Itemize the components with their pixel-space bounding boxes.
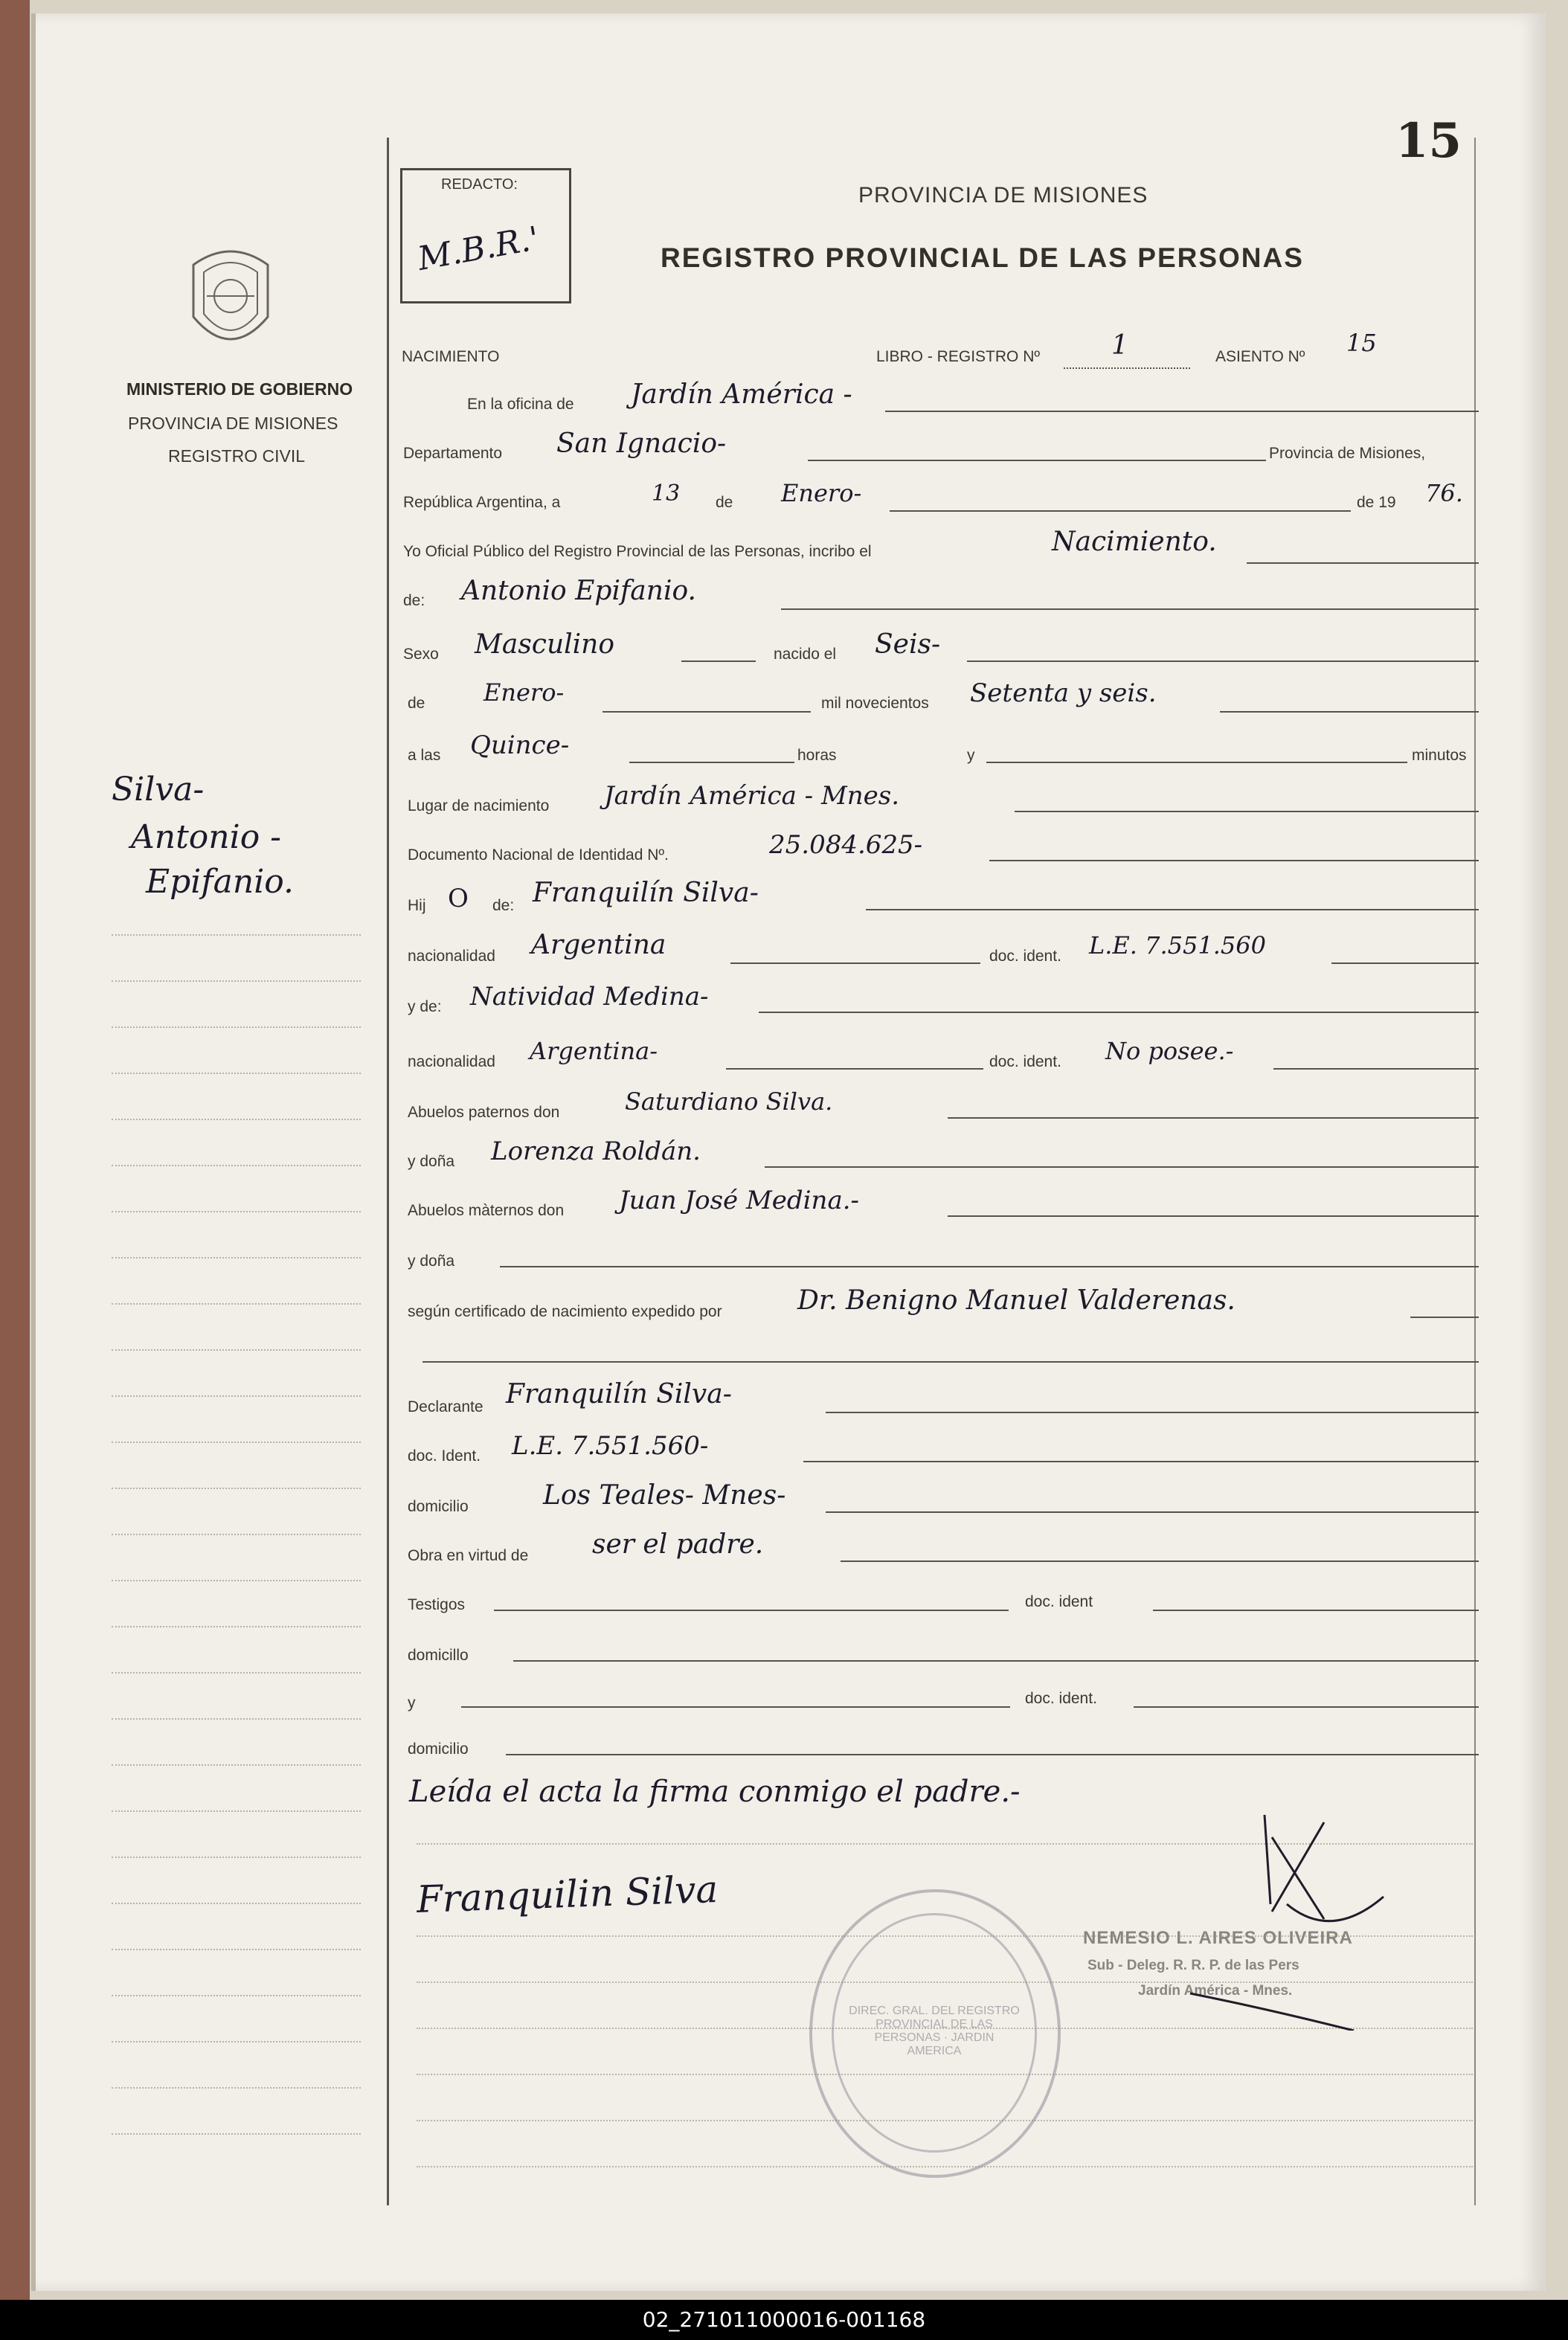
abuela-mat-line [500,1266,1479,1267]
header-title: REGISTRO PROVINCIAL DE LAS PERSONAS [661,242,1304,273]
testigos-line [494,1610,1009,1611]
hora-line [629,762,794,763]
dia-value: 13 [652,480,681,507]
official-stamp-line2: Sub - Deleg. R. R. P. de las Pers [1087,1958,1299,1973]
margin-dotted-line [112,1949,361,1950]
abuelos-mat-label: Abuelos màternos don [408,1202,565,1219]
margin-dotted-line [112,1995,361,1996]
hijo-label: Hij [408,897,426,914]
anio2-line [1220,711,1479,713]
docident4-line [1153,1610,1479,1611]
docident1-value: L.E. 7.551.560 [1089,931,1266,960]
provincia-suffix: Provincia de Misiones, [1269,445,1426,462]
docident3-line [803,1461,1479,1462]
margin-dotted-line [112,2087,361,2089]
docident5-line [1134,1706,1479,1708]
libro-line [1064,367,1190,369]
margin-dotted-line [112,1441,361,1443]
nombre-line [781,608,1479,610]
declarante-label: Declarante [408,1398,483,1415]
book-spine [0,0,30,2340]
redacto-initials: M.B.R.' [414,219,542,278]
sexo-line [681,660,756,662]
ministry-emblem-icon [184,242,277,361]
margin-dotted-line [112,2041,361,2042]
de-nombre-label: de: [403,592,425,609]
testigos-label: Testigos [408,1596,466,1613]
margin-dotted-line [112,1534,361,1535]
margin-dotted-line [112,1211,361,1212]
nac2-line [726,1068,983,1070]
sexo-value: Masculino [475,629,615,660]
yo-oficial-label: Yo Oficial Público del Registro Provincial de las Personas, incribo el [403,543,872,560]
departamento-line [808,460,1266,461]
acto-line [1247,562,1479,564]
certificado-value: Dr. Benigno Manuel Valderenas. [797,1285,1236,1316]
departamento-value: San Ignacio- [556,428,727,459]
docident2-value: No posee.- [1105,1037,1234,1065]
nac1-line [730,962,980,964]
abuela-pat-line [765,1166,1479,1168]
certificado-line [1410,1317,1479,1318]
declarante-value: Franquilín Silva- [506,1379,732,1410]
hijo-de-label: de: [492,897,515,914]
domicilio-value: Los Teales- Mnes- [543,1480,786,1511]
dni-line [989,860,1479,861]
margin-dotted-line [112,1257,361,1259]
oficina-line [885,411,1479,412]
lugar-value: Jardín América - Mnes. [604,781,900,811]
de2-label: de [408,695,425,712]
declarante-line [826,1412,1479,1413]
docident1-label: doc. ident. [989,948,1061,965]
ministry-province: PROVINCIA DE MISIONES [128,414,338,433]
margin-dotted-line [112,1810,361,1812]
abuelos-pat-label: Abuelos paternos don [408,1104,560,1121]
margin-dotted-line [112,1119,361,1120]
sexo-label: Sexo [403,646,439,663]
margin-dotted-line [112,2133,361,2135]
dona1-label: y doña [408,1153,455,1170]
nac1-value: Argentina [531,930,666,960]
domicilio3-label: domicilio [408,1740,469,1758]
yde-label: y de: [408,998,442,1015]
margin-note-line1: Silva- [112,771,205,809]
margin-dotted-line [112,1349,361,1351]
nac2-label: nacionalidad [408,1053,495,1070]
domicilio-line [826,1511,1479,1513]
abuelo-pat-line [948,1117,1479,1119]
obra-value: ser el padre. [592,1529,764,1560]
minutos-line [986,762,1407,763]
redacto-label: REDACTO: [441,176,518,193]
margin-dotted-line [112,1165,361,1166]
official-stamp-line3: Jardín América - Mnes. [1138,1983,1293,1999]
domicilio-label: domicilio [408,1498,469,1515]
margin-dotted-line [112,1488,361,1489]
asiento-value: 15 [1346,329,1377,357]
mes2-line [603,711,811,713]
margin-note-line2: Antonio - [131,818,282,856]
mes-value: Enero- [781,479,862,507]
hora-value: Quince- [470,730,570,760]
padre-value: Franquilín Silva- [533,878,759,908]
margin-dotted-line [112,1857,361,1858]
horas-label: horas [797,747,837,764]
nacimiento-label: NACIMIENTO [402,348,500,365]
obra-line [841,1560,1479,1562]
nacido-value: Seis- [875,629,941,660]
docident1-line [1331,962,1479,964]
nacido-line [967,660,1479,662]
minutos-label: minutos [1412,747,1467,764]
mes2-value: Enero- [483,678,565,707]
leida-text: Leída el acta la firma conmigo el padre.- [409,1775,1021,1809]
docident5-label: doc. ident. [1025,1690,1097,1707]
margin-dotted-line [112,1395,361,1397]
left-frame-line [387,138,389,2205]
docident3-label: doc. Ident. [408,1447,481,1465]
docident4-label: doc. ident [1025,1593,1093,1610]
docident2-line [1273,1068,1479,1070]
mil-label: mil novecientos [821,695,929,712]
madre-value: Natividad Medina- [470,982,709,1012]
margin-dotted-line [112,1903,361,1904]
official-signature-icon [1160,1807,1398,2031]
margin-dotted-line [112,1672,361,1674]
abuelo-mat-value: Juan José Medina.- [619,1186,860,1215]
oficina-value: Jardín América - [631,379,852,410]
lugar-line [1015,811,1479,812]
header-province: PROVINCIA DE MISIONES [858,183,1148,208]
anio-label: de 19 [1357,494,1396,511]
father-signature: Franquilin Silva [416,1867,719,1922]
registry-seal-inner [832,1913,1037,2153]
certificado-label: según certificado de nacimiento expedido por [408,1303,722,1320]
y2-line [461,1706,1010,1708]
margin-dotted-line [112,934,361,936]
margin-dotted-line [112,980,361,982]
hijo-o: O [448,884,469,913]
anio2-value: Setenta y seis. [970,678,1157,708]
abuelo-mat-line [948,1215,1479,1217]
docident2-label: doc. ident. [989,1053,1061,1070]
redacto-box [400,168,571,303]
seal-text: DIREC. GRAL. DEL REGISTRO PROVINCIAL DE LAS PERSONAS · JARDIN AMERICA [849,2005,1020,2057]
margin-dotted-line [112,1626,361,1627]
domicilio3-line [506,1754,1479,1755]
margin-dotted-line [112,1026,361,1028]
oficina-label: En la oficina de [467,396,574,413]
dni-label: Documento Nacional de Identidad Nº. [408,846,669,864]
abuelo-pat-value: Saturdiano Silva. [625,1087,833,1116]
image-footer-label: 02_271011000016-001168 [0,2300,1568,2340]
right-frame-line [1474,138,1476,2205]
official-stamp-name: NEMESIO L. AIRES OLIVEIRA [1083,1928,1353,1948]
acto-value: Nacimiento. [1052,527,1217,557]
domicilio2-label: domicillo [408,1647,469,1664]
nacido-label: nacido el [774,646,837,663]
margin-dotted-line [112,1073,361,1074]
abuela-pat-value: Lorenza Roldán. [491,1137,701,1166]
libro-value: 1 [1111,330,1128,361]
obra-label: Obra en virtud de [408,1547,529,1564]
ministry-name: MINISTERIO DE GOBIERNO [126,379,353,399]
nombre-value: Antonio Epifanio. [461,576,696,606]
docident3-value: L.E. 7.551.560- [512,1431,709,1461]
dona2-label: y doña [408,1253,455,1270]
departamento-label: Departamento [403,445,503,462]
padre-line [866,909,1479,910]
dni-value: 25.084.625- [769,830,923,860]
fecha-line [890,510,1351,512]
y-label: y [967,747,975,764]
nac2-value: Argentina- [530,1037,658,1065]
de-label: de [716,494,733,511]
anio-value: 76. [1425,479,1463,507]
libro-label: LIBRO - REGISTRO Nº [876,348,1041,365]
republica-label: República Argentina, a [403,494,561,511]
margin-dotted-line [112,1718,361,1720]
nac1-label: nacionalidad [408,948,495,965]
margin-dotted-line [112,1764,361,1766]
margin-note-line3: Epifanio. [146,863,294,901]
lugar-label: Lugar de nacimiento [408,797,550,814]
ministry-office: REGISTRO CIVIL [168,446,306,466]
margin-dotted-line [112,1303,361,1305]
madre-line [759,1012,1479,1013]
y2-label: y [408,1694,416,1711]
asiento-label: ASIENTO Nº [1215,348,1305,365]
alas-label: a las [408,747,441,764]
page-number: 15 [1395,113,1462,169]
domicilio2-line [513,1660,1479,1662]
margin-dotted-line [112,1580,361,1581]
certificado-line2 [422,1361,1479,1363]
